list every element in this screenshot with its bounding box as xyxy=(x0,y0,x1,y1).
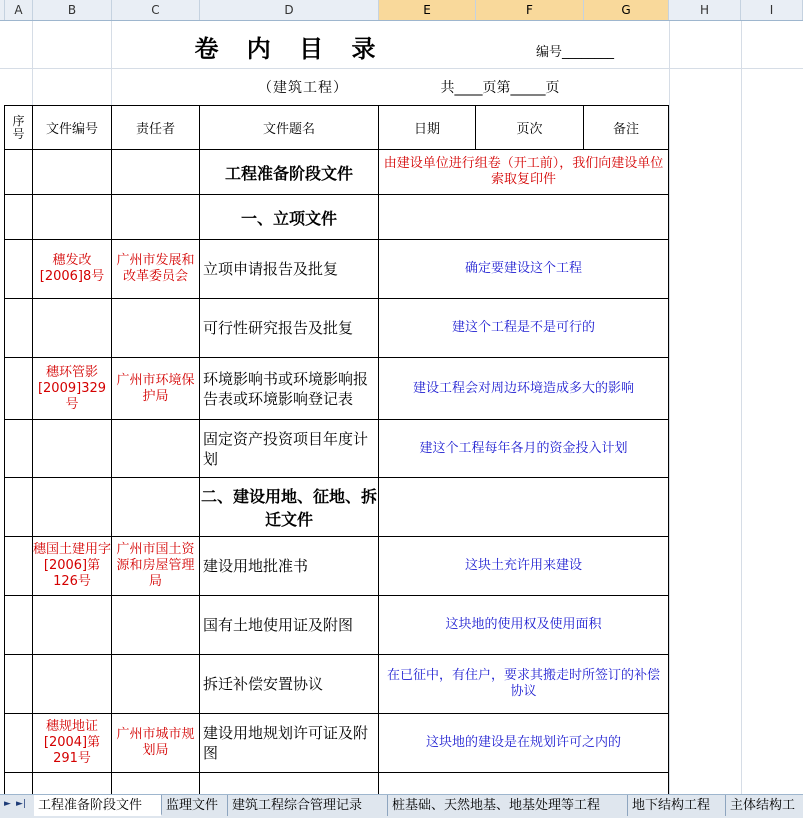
header-note: 备注 xyxy=(584,106,669,150)
column-header-f[interactable]: F xyxy=(476,0,584,20)
row-file-name: 建设用地批准书 xyxy=(200,537,379,596)
row-owner: 广州市国土资源和房屋管理局 xyxy=(112,537,200,596)
number-label: 编号________ xyxy=(535,44,614,60)
row-seq-cell xyxy=(5,358,33,420)
row-file-no xyxy=(33,773,112,794)
column-header-e[interactable]: E xyxy=(379,0,476,20)
row-file-name: 一、立项文件 xyxy=(200,195,379,240)
tab-scroll-last-icon[interactable]: ►| xyxy=(16,799,26,809)
gridline xyxy=(32,21,33,105)
row-note: 这块土充许用来建设 xyxy=(379,537,669,596)
row-file-name: 立项申请报告及批复 xyxy=(200,240,379,299)
column-header-a[interactable]: A xyxy=(5,0,33,20)
row-note: 建这个工程每年各月的资金投入计划 xyxy=(379,420,669,478)
row-file-name: 建设用地规划许可证及附图 xyxy=(200,714,379,773)
header-file-name: 文件题名 xyxy=(200,106,379,150)
sheet-tab[interactable]: 工程准备阶段文件 xyxy=(34,795,162,816)
row-note: 建这个工程是不是可行的 xyxy=(379,299,669,358)
column-header-b[interactable]: B xyxy=(33,0,112,20)
subtitle: （建筑工程） xyxy=(258,80,348,96)
row-seq-cell xyxy=(5,655,33,714)
row-file-no: 穗规地证[2004]第291号 xyxy=(33,714,112,773)
column-header-h[interactable]: H xyxy=(669,0,741,20)
column-header-g[interactable]: G xyxy=(584,0,669,20)
row-owner xyxy=(112,478,200,537)
row-file-name: 工程准备阶段文件 xyxy=(200,150,379,195)
sheet-tab[interactable]: 地下结构工程 xyxy=(628,795,726,816)
row-file-no xyxy=(33,150,112,195)
row-note: 在已征中，有住户，要求其搬走时所签订的补偿协议 xyxy=(379,655,669,714)
row-note: 这块地的使用权及使用面积 xyxy=(379,596,669,655)
row-seq-cell xyxy=(5,478,33,537)
row-file-no xyxy=(33,596,112,655)
row-seq-cell xyxy=(5,150,33,195)
row-seq-cell xyxy=(5,537,33,596)
sheet-tab[interactable]: 建筑工程综合管理记录 xyxy=(228,795,388,816)
header-owner: 责任者 xyxy=(112,106,200,150)
sheet-tab-bar xyxy=(0,794,803,818)
row-owner xyxy=(112,773,200,794)
row-owner xyxy=(112,420,200,478)
row-file-no: 穗发改[2006]8号 xyxy=(33,240,112,299)
row-file-no xyxy=(33,655,112,714)
gridline xyxy=(741,21,742,794)
row-note: 确定要建设这个工程 xyxy=(379,240,669,299)
column-header-i[interactable]: I xyxy=(741,0,803,20)
page-title: 卷 内 目 录 xyxy=(194,34,386,63)
row-file-no: 穗环管影[2009]329号 xyxy=(33,358,112,420)
row-owner xyxy=(112,150,200,195)
row-file-name: 固定资产投资项目年度计划 xyxy=(200,420,379,478)
pages-label: 共____页第_____页 xyxy=(440,80,560,96)
row-file-name: 拆迁补偿安置协议 xyxy=(200,655,379,714)
row-owner xyxy=(112,596,200,655)
row-note: 这块地的建设是在规划许可之内的 xyxy=(379,714,669,773)
row-owner: 广州市环境保护局 xyxy=(112,358,200,420)
row-seq-cell xyxy=(5,240,33,299)
row-owner: 广州市发展和改革委员会 xyxy=(112,240,200,299)
row-note: 由建设单位进行组卷（开工前），我们向建设单位索取复印件 xyxy=(379,150,669,195)
row-file-no xyxy=(33,478,112,537)
sheet-tab[interactable]: 桩基础、天然地基、地基处理等工程 xyxy=(388,795,628,816)
row-seq-cell xyxy=(5,299,33,358)
row-seq-cell xyxy=(5,420,33,478)
row-file-name: 国有土地使用证及附图 xyxy=(200,596,379,655)
row-note: 建设工程会对周边环境造成多大的影响 xyxy=(379,358,669,420)
row-seq-cell xyxy=(5,714,33,773)
row-file-no xyxy=(33,299,112,358)
row-file-no xyxy=(33,420,112,478)
row-owner: 广州市城市规划局 xyxy=(112,714,200,773)
row-seq-cell xyxy=(5,773,33,794)
header-seq: 序号 xyxy=(5,106,33,150)
row-file-no: 穗国土建用字[2006]第126号 xyxy=(33,537,112,596)
tab-scroll-first-icon[interactable]: ► xyxy=(4,799,11,809)
column-header-d[interactable]: D xyxy=(200,0,379,20)
row-note xyxy=(379,773,669,794)
gridline xyxy=(669,21,670,794)
column-header-c[interactable]: C xyxy=(112,0,200,20)
row-note xyxy=(379,195,669,240)
row-owner xyxy=(112,655,200,714)
gridline xyxy=(111,21,112,105)
sheet-tab[interactable]: 主体结构工 xyxy=(726,795,803,816)
row-seq-cell xyxy=(5,195,33,240)
row-file-name: 可行性研究报告及批复 xyxy=(200,299,379,358)
worksheet[interactable] xyxy=(0,21,803,794)
row-owner xyxy=(112,299,200,358)
row-seq-cell xyxy=(5,596,33,655)
column-header-bar xyxy=(0,0,803,21)
row-file-name: 二、建设用地、征地、拆迁文件 xyxy=(200,478,379,537)
header-page: 页次 xyxy=(476,106,584,150)
row-file-name: 环境影响书或环境影响报告表或环境影响登记表 xyxy=(200,358,379,420)
row-note xyxy=(379,478,669,537)
sheet-tab[interactable]: 监理文件 xyxy=(162,795,228,816)
row-file-no xyxy=(33,195,112,240)
gridline xyxy=(0,68,803,69)
header-file-no: 文件编号 xyxy=(33,106,112,150)
row-file-name xyxy=(200,773,379,794)
header-date: 日期 xyxy=(379,106,476,150)
row-owner xyxy=(112,195,200,240)
